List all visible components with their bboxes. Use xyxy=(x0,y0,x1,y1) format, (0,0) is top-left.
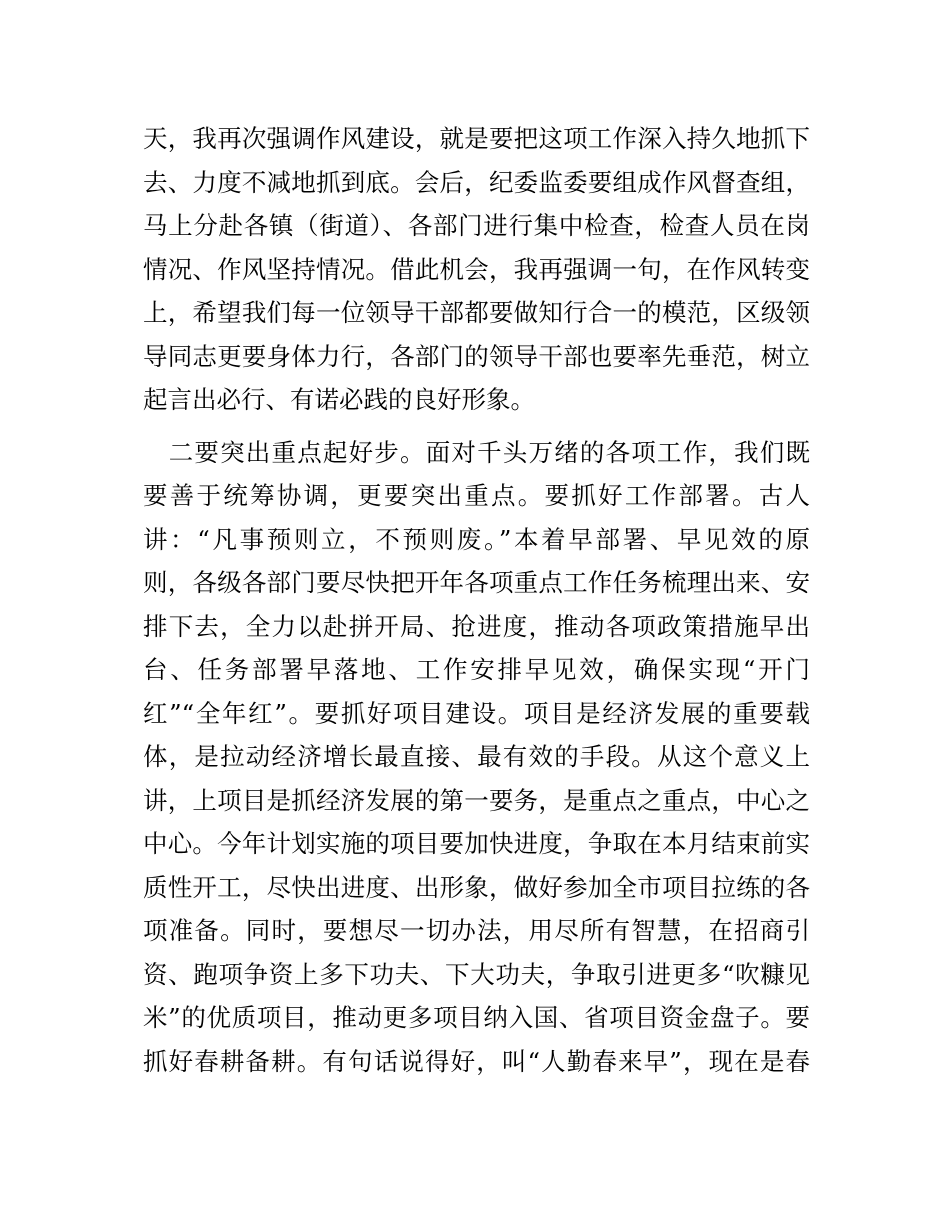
text-line: 讲：“凡事预则立，不预则废。”本着早部署、早见效的原 xyxy=(143,524,810,554)
text-line: 要善于统筹协调，更要突出重点。要抓好工作部署。古人 xyxy=(143,481,810,510)
text-line: 则，各级各部门要尽快把开年各项重点工作任务梳理出来、安 xyxy=(143,568,810,597)
text-line: 红”“全年红”。要抓好项目建设。项目是经济发展的重要载 xyxy=(143,698,810,728)
text-line: 抓好春耕备耕。有句话说得好，叫“人勤春来早”，现在是春 xyxy=(143,1046,810,1076)
text-line: 讲，上项目是抓经济发展的第一要务，是重点之重点，中心之 xyxy=(143,785,810,815)
text-line: 中心。今年计划实施的项目要加快进度，争取在本月结束前实 xyxy=(143,829,810,858)
text-line: 上，希望我们每一位领导干部都要做知行合一的模范，区级领 xyxy=(143,298,810,327)
text-line: 情况、作风坚持情况。借此机会，我再强调一句，在作风转变 xyxy=(143,254,810,284)
paragraph-spacer xyxy=(143,422,810,431)
text-line: 台、任务部署早落地、工作安排早见效，确保实现“开门 xyxy=(143,655,810,684)
text-line: 去、力度不减地抓到底。会后，纪委监委要组成作风督查组， xyxy=(143,167,810,197)
text-line: 体，是拉动经济增长最直接、最有效的手段。从这个意义上 xyxy=(143,742,810,771)
text-line: 米”的优质项目，推动更多项目纳入国、省项目资金盘子。要 xyxy=(143,1003,810,1032)
text-line: 二要突出重点起好步。面对千头万绪的各项工作，我们既 xyxy=(143,437,810,467)
text-line: 马上分赴各镇（街道）、各部门进行集中检查，检查人员在岗 xyxy=(143,211,810,240)
text-line: 排下去，全力以赴拼开局、抢进度，推动各项政策措施早出 xyxy=(143,611,810,641)
document-body xyxy=(143,117,810,1083)
paragraph-1 xyxy=(143,117,810,422)
paragraph-2 xyxy=(143,431,810,1084)
text-line: 资、跑项争资上多下功夫、下大功夫，争取引进更多“吹糠见 xyxy=(143,959,810,989)
text-line: 项准备。同时，要想尽一切办法，用尽所有智慧，在招商引 xyxy=(143,916,810,945)
text-line: 导同志更要身体力行，各部门的领导干部也要率先垂范，树立 xyxy=(143,341,810,371)
text-line: 起言出必行、有诺必践的良好形象。 xyxy=(143,385,535,414)
text-line: 质性开工，尽快出进度、出形象，做好参加全市项目拉练的各 xyxy=(143,872,810,902)
text-line: 天，我再次强调作风建设，就是要把这项工作深入持久地抓下 xyxy=(143,124,810,153)
